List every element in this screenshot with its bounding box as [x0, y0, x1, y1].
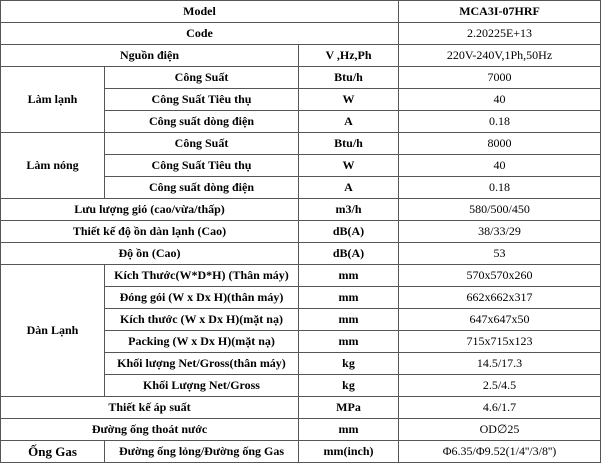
cooling-capacity-unit: Btu/h: [299, 67, 399, 89]
cooling-power-label: Công Suất Tiêu thụ: [105, 89, 299, 111]
power-unit: V ,Hz,Ph: [299, 45, 399, 67]
table-row: [1, 199, 601, 221]
panel-weight-unit: kg: [299, 375, 399, 397]
noise-label: Độ ồn (Cao): [1, 243, 299, 265]
table-row: [1, 265, 601, 287]
cooling-group-label: Làm lạnh: [1, 67, 105, 133]
gas-pipe-group-label: Ống Gas: [1, 441, 105, 463]
heating-group-label: Làm nóng: [1, 133, 105, 199]
cooling-current-label: Công suất dòng điện: [105, 111, 299, 133]
table-row: [1, 397, 601, 419]
indoor-dimension-value: 570x570x260: [399, 265, 601, 287]
indoor-packing-unit: mm: [299, 287, 399, 309]
indoor-unit-group-label: Dàn Lạnh: [1, 265, 105, 397]
noise-design-unit: dB(A): [299, 221, 399, 243]
drain-pipe-value: OD∅25: [399, 419, 601, 441]
panel-dimension-value: 647x647x50: [399, 309, 601, 331]
panel-weight-value: 2.5/4.5: [399, 375, 601, 397]
indoor-packing-value: 662x662x317: [399, 287, 601, 309]
cooling-current-unit: A: [299, 111, 399, 133]
heating-power-value: 40: [399, 155, 601, 177]
indoor-dimension-label: Kích Thước(W*D*H) (Thân máy): [105, 265, 299, 287]
panel-packing-value: 715x715x123: [399, 331, 601, 353]
cooling-power-unit: W: [299, 89, 399, 111]
gas-pipe-label: Đường ống lỏng/Đường ống Gas: [105, 441, 299, 463]
table-row: [1, 67, 601, 89]
pressure-label: Thiết kế áp suất: [1, 397, 299, 419]
table-row: [1, 419, 601, 441]
heating-current-value: 0.18: [399, 177, 601, 199]
indoor-dimension-unit: mm: [299, 265, 399, 287]
table-row: [1, 45, 601, 67]
table-row: [1, 221, 601, 243]
panel-weight-label: Khối Lượng Net/Gross: [105, 375, 299, 397]
airflow-value: 580/500/450: [399, 199, 601, 221]
indoor-packing-label: Đóng gói (W x Dx H)(thân máy): [105, 287, 299, 309]
cooling-capacity-label: Công Suất: [105, 67, 299, 89]
table-row: [1, 23, 601, 45]
heating-capacity-value: 8000: [399, 133, 601, 155]
heating-power-unit: W: [299, 155, 399, 177]
panel-packing-label: Packing (W x Dx H)(mặt nạ): [105, 331, 299, 353]
noise-unit: dB(A): [299, 243, 399, 265]
cooling-current-value: 0.18: [399, 111, 601, 133]
heating-capacity-unit: Btu/h: [299, 133, 399, 155]
pressure-value: 4.6/1.7: [399, 397, 601, 419]
panel-dimension-label: Kích thước (W x Dx H)(mặt nạ): [105, 309, 299, 331]
indoor-weight-unit: kg: [299, 353, 399, 375]
drain-pipe-label: Đường ống thoát nước: [1, 419, 299, 441]
table-row: [1, 1, 601, 23]
drain-pipe-unit: mm: [299, 419, 399, 441]
table-row: [1, 133, 601, 155]
noise-design-label: Thiết kế độ ồn dàn lạnh (Cao): [1, 221, 299, 243]
indoor-weight-value: 14.5/17.3: [399, 353, 601, 375]
code-value: 2.20225E+13: [399, 23, 601, 45]
pressure-unit: MPa: [299, 397, 399, 419]
table-row: [1, 441, 601, 463]
panel-dimension-unit: mm: [299, 309, 399, 331]
heating-current-label: Công suất dòng điện: [105, 177, 299, 199]
power-label: Nguồn điện: [1, 45, 299, 67]
heating-current-unit: A: [299, 177, 399, 199]
power-value: 220V-240V,1Ph,50Hz: [399, 45, 601, 67]
model-value: MCA3I-07HRF: [399, 1, 601, 23]
gas-pipe-value: Φ6.35/Φ9.52(1/4''/3/8''): [399, 441, 601, 463]
airflow-label: Lưu lượng gió (cao/vừa/thấp): [1, 199, 299, 221]
heating-power-label: Công Suất Tiêu thụ: [105, 155, 299, 177]
heating-capacity-label: Công Suất: [105, 133, 299, 155]
indoor-weight-label: Khối lượng Net/Gross(thân máy): [105, 353, 299, 375]
noise-design-value: 38/33/29: [399, 221, 601, 243]
noise-value: 53: [399, 243, 601, 265]
panel-packing-unit: mm: [299, 331, 399, 353]
model-label: Model: [1, 1, 399, 23]
cooling-capacity-value: 7000: [399, 67, 601, 89]
code-label: Code: [1, 23, 399, 45]
gas-pipe-unit: mm(inch): [299, 441, 399, 463]
cooling-power-value: 40: [399, 89, 601, 111]
table-row: [1, 243, 601, 265]
airflow-unit: m3/h: [299, 199, 399, 221]
